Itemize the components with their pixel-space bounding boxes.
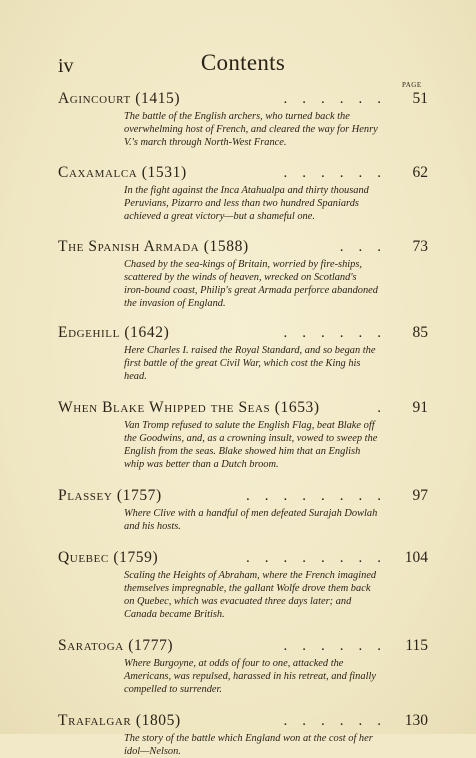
contents-entry xyxy=(58,637,428,696)
entry-title: Saratoga (1777) xyxy=(58,637,174,654)
dot-leaders: ...... xyxy=(283,325,396,341)
page-header xyxy=(58,50,428,80)
entry-page-number: 130 xyxy=(404,712,428,729)
entry-description: Chased by the sea-kings of Britain, worried by fire-ships, scattered by the winds of heaven, wrecked on Scotland's iron-bound coast, Philip's great Armada perforce abandoned the invasion of England. xyxy=(124,259,378,309)
entry-title: When Blake Whipped the Seas (1653) xyxy=(58,399,320,416)
entry-description: Scaling the Heights of Abraham, where the French imagined themselves impregnable, the gallant Wolfe drove them back on Quebec, which was evacuated three days later; and Canada became British. xyxy=(124,570,377,620)
entry-year: (1588) xyxy=(203,238,249,255)
entry-title: Caxamalca (1531) xyxy=(58,164,187,181)
dot-leaders: ...... xyxy=(283,165,396,181)
entry-year: (1777) xyxy=(128,637,174,654)
entry-description: Van Tromp refused to salute the English Flag, beat Blake off the Goodwins, and, as a crowning insult, vowed to sweep the English from the seas. Blake showed him that an English whip was better than a Dutch broom. xyxy=(124,420,378,470)
dot-leaders: ...... xyxy=(283,713,396,729)
contents-entry xyxy=(58,712,428,758)
entry-year: (1759) xyxy=(113,549,159,566)
entry-page-number: 85 xyxy=(412,324,428,341)
entry-title: Agincourt (1415) xyxy=(58,90,181,107)
entry-year: (1415) xyxy=(135,90,181,107)
entry-title: Plassey (1757) xyxy=(58,487,162,504)
entry-description: In the fight against the Inca Atahualpa and thirty thousand Peruvians, Pizarro and less than two hundred Spaniards achieved a great victory—but a shameful one. xyxy=(124,185,369,222)
entry-description: Where Clive with a handful of men defeated Surajah Dowlah and his hosts. xyxy=(124,508,378,532)
contents-entry xyxy=(58,324,428,383)
entry-year: (1642) xyxy=(124,324,170,341)
entry-title: Quebec (1759) xyxy=(58,549,159,566)
entry-title: The Spanish Armada (1588) xyxy=(58,238,249,255)
dot-leaders: ...... xyxy=(283,638,396,654)
dot-leaders: ........ xyxy=(246,550,396,566)
entry-year: (1653) xyxy=(274,399,320,416)
entry-year: (1805) xyxy=(135,712,181,729)
entry-page-number: 115 xyxy=(405,637,428,654)
contents-entry xyxy=(58,90,428,149)
entry-description: Here Charles I. raised the Royal Standard, and so began the first battle of the great Civil War, which cost the King his head. xyxy=(124,345,376,382)
contents-entry xyxy=(58,238,428,310)
entry-title: Edgehill (1642) xyxy=(58,324,170,341)
contents-entry xyxy=(58,399,428,471)
entry-description: Where Burgoyne, at odds of four to one, attacked the Americans, was repulsed, harassed in his retreat, and finally compelled to surrender. xyxy=(124,658,376,695)
entry-page-number: 62 xyxy=(412,164,428,181)
entry-year: (1531) xyxy=(141,164,187,181)
entry-page-number: 73 xyxy=(412,238,428,255)
entry-page-number: 104 xyxy=(404,549,428,566)
dot-leaders: ........ xyxy=(246,488,396,504)
page-title: Contents xyxy=(200,50,286,75)
contents-entry xyxy=(58,164,428,223)
entry-description: The battle of the English archers, who turned back the overwhelming host of French, and cleared the way for Henry V.'s march through North-West France. xyxy=(124,111,378,148)
dot-leaders: ...... xyxy=(283,91,396,107)
entry-description: The story of the battle which England won at the cost of her idol—Nelson. xyxy=(124,733,373,757)
contents-entry xyxy=(58,487,428,533)
entry-page-number: 51 xyxy=(412,90,428,107)
page-column-label: PAGE xyxy=(402,81,422,89)
entry-page-number: 97 xyxy=(412,487,428,504)
entry-year: (1757) xyxy=(116,487,162,504)
entry-title: Trafalgar (1805) xyxy=(58,712,181,729)
contents-list xyxy=(58,90,428,758)
entry-page-number: 91 xyxy=(412,399,428,416)
page-folio: iv xyxy=(58,55,74,77)
contents-entry xyxy=(58,549,428,621)
dot-leaders: . xyxy=(377,400,396,416)
dot-leaders: ... xyxy=(339,239,396,255)
